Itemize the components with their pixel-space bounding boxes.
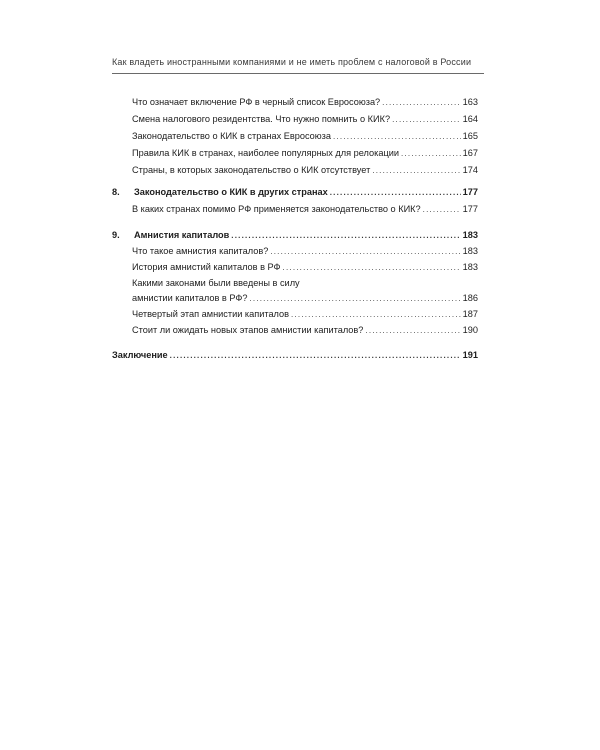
toc-entry-title: История амнистий капиталов в РФ	[132, 262, 281, 272]
toc-page-number: 174	[462, 165, 478, 175]
dot-leader	[249, 293, 460, 305]
dot-leader	[291, 309, 461, 321]
toc-entry-first-line	[132, 277, 478, 289]
toc-page-number: 163	[462, 97, 478, 107]
dot-leader	[333, 131, 461, 143]
toc-page-number: 191	[462, 350, 478, 360]
toc-entry	[132, 164, 478, 177]
dot-leader	[423, 204, 461, 216]
toc-chapter-number: 9.	[112, 230, 120, 240]
toc-conclusion	[112, 349, 478, 362]
toc-page-number: 186	[462, 293, 478, 303]
toc-entry-title: Стоит ли ожидать новых этапов амнистии капиталов?	[132, 325, 364, 335]
toc-page-number: 187	[462, 309, 478, 319]
toc-entry-title: амнистии капиталов в РФ?	[132, 293, 248, 303]
toc-entry-title: Смена налогового резидентства. Что нужно помнить о КИК?	[132, 114, 391, 124]
toc-page-number: 183	[462, 262, 478, 272]
toc-entry-title: Страны, в которых законодательство о КИК отсутствует	[132, 165, 371, 175]
toc-page-number: 177	[462, 204, 478, 214]
toc-chapter-number: 8.	[112, 187, 120, 197]
toc-entry	[132, 96, 478, 109]
toc-page-number: 177	[462, 187, 478, 197]
dot-leader	[401, 148, 461, 160]
toc-entry-title: Что такое амнистия капиталов?	[132, 246, 269, 256]
toc-entry-title: Какими законами были введены в силу	[132, 278, 300, 288]
dot-leader	[365, 325, 460, 337]
dot-leader	[283, 262, 461, 274]
dot-leader	[382, 97, 460, 109]
toc-page-number: 164	[462, 114, 478, 124]
toc-entry	[132, 324, 478, 337]
toc-entry	[132, 245, 478, 258]
toc-entry-title: Что означает включение РФ в черный список Евросоюза?	[132, 97, 381, 107]
toc-chapter	[112, 229, 478, 242]
toc-chapter-title: Амнистия капиталов	[134, 230, 230, 240]
dot-leader	[170, 350, 461, 362]
toc-entry	[132, 203, 478, 216]
toc-page-number: 190	[462, 325, 478, 335]
toc-entry	[132, 261, 478, 274]
toc-entry-title: В каких странах помимо РФ применяется законодательство о КИК?	[132, 204, 421, 214]
toc-entry	[132, 113, 478, 126]
header-rule	[112, 73, 484, 74]
toc-chapter-title: Законодательство о КИК в других странах	[134, 187, 328, 197]
toc-page-number: 167	[462, 148, 478, 158]
toc-page-number: 183	[462, 246, 478, 256]
toc-entry-title: Законодательство о КИК в странах Евросоюза	[132, 131, 331, 141]
dot-leader	[270, 246, 460, 258]
toc-page-number: 165	[462, 131, 478, 141]
toc-chapter-title: Заключение	[112, 350, 168, 360]
running-header: Как владеть иностранными компаниями и не иметь проблем с налоговой в России	[112, 57, 472, 67]
toc-page-number: 183	[462, 230, 478, 240]
dot-leader	[231, 230, 460, 242]
dot-leader	[372, 165, 460, 177]
toc-entry	[132, 147, 478, 160]
toc-chapter	[112, 186, 478, 199]
toc-entry	[132, 130, 478, 143]
toc-entry	[132, 308, 478, 321]
dot-leader	[392, 114, 461, 126]
toc-entry-title: Правила КИК в странах, наиболее популярных для релокации	[132, 148, 399, 158]
toc-entry-title: Четвертый этап амнистии капиталов	[132, 309, 290, 319]
toc-entry	[132, 292, 478, 305]
dot-leader	[330, 187, 461, 199]
